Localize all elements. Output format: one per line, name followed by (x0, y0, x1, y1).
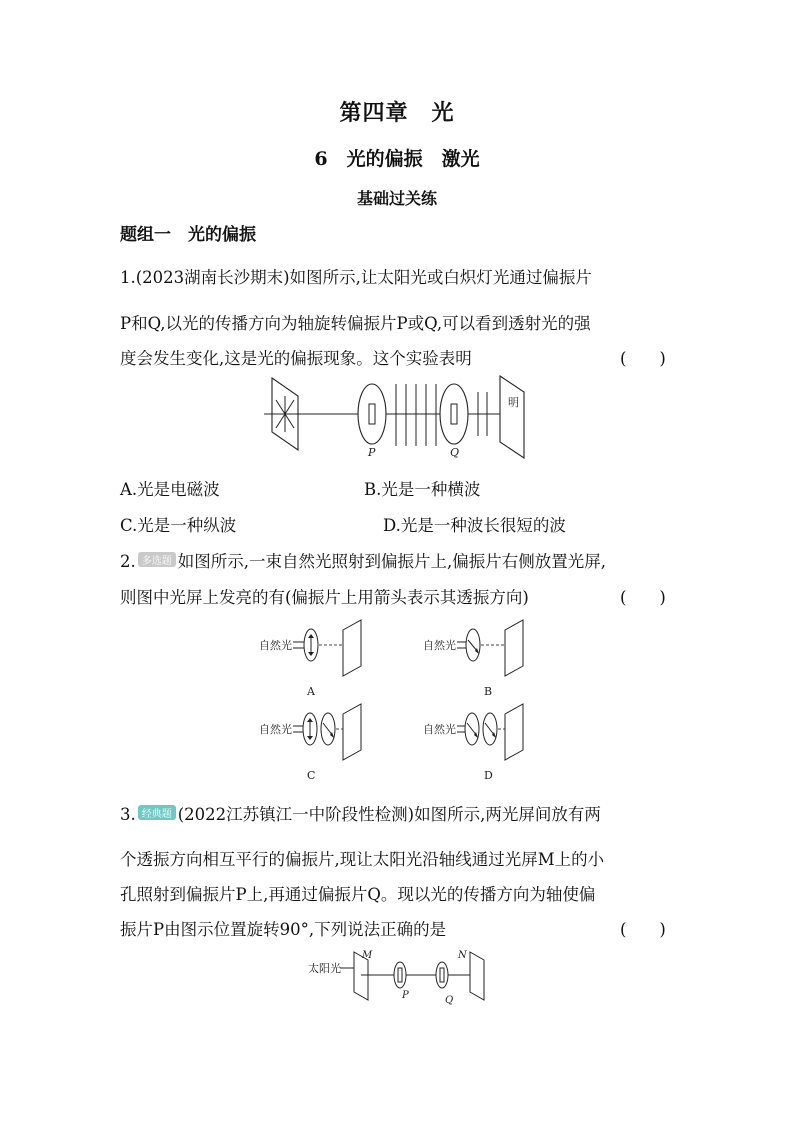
q1-source: (2023湖南长沙期末) (135, 268, 290, 287)
q1-number: 1. (120, 268, 136, 287)
q2-natural-light-c: 自然光 (259, 723, 292, 736)
q1-line3: 度会发生变化,这是光的偏振现象。这个实验表明 (120, 349, 472, 368)
q3-line1 (120, 801, 601, 825)
q3-text-1: 如图所示,两光屏间放有两 (414, 805, 601, 824)
q3-line2: 个透振方向相互平行的偏振片,现让太阳光沿轴线通过光屏M上的小 (120, 850, 605, 869)
chapter-title: 第四章 光 (339, 100, 455, 126)
q2-figure-c (259, 704, 361, 782)
q2-natural-light-a: 自然光 (259, 639, 292, 652)
q2-label-b: B (484, 685, 493, 698)
q1-line2: P和Q,以光的传播方向为轴旋转偏振片P或Q,可以看到透射光的强 (120, 314, 591, 333)
q1-label-p: P (368, 446, 376, 459)
q2-option-figures (255, 618, 535, 784)
q2-natural-light-b: 自然光 (423, 639, 456, 652)
q1-polarizer-figure (262, 370, 542, 462)
q1-line1 (120, 264, 592, 288)
q2-figure-a (259, 620, 361, 698)
q1-option-c[interactable]: C.光是一种纵波 (120, 516, 237, 535)
q2-multi-choice-tag: 多选题 (138, 552, 176, 567)
q2-number: 2. (120, 552, 136, 571)
q2-answer-paren: ( ) (620, 588, 666, 607)
q1-answer-paren: ( ) (620, 349, 666, 368)
q2-figure-d (423, 704, 523, 782)
q1-option-d[interactable]: D.光是一种波长很短的波 (383, 516, 566, 535)
q3-number: 3. (120, 805, 136, 824)
q3-line3: 孔照射到偏振片P上,再通过偏振片Q。现以光的传播方向为轴使偏 (120, 885, 596, 904)
q2-natural-light-d: 自然光 (423, 723, 456, 736)
q1-option-b[interactable]: B.光是一种横波 (364, 480, 481, 499)
q2-text-1: 如图所示,一束自然光照射到偏振片上,偏振片右侧放置光屏, (177, 552, 606, 571)
subsection-title: 基础过关练 (356, 189, 437, 208)
q3-label-p: P (402, 990, 409, 1001)
q3-line4: 振片P由图示位置旋转90°,下列说法正确的是 (120, 920, 447, 939)
q3-source: (2022江苏镇江一中阶段性检测) (177, 805, 415, 824)
q1-text-1: 如图所示,让太阳光或白炽灯光通过偏振片 (289, 268, 592, 287)
q1-label-q: Q (450, 446, 460, 459)
q3-sunlight-label: 太阳光 (308, 962, 341, 975)
q1-option-a[interactable]: A.光是电磁波 (120, 480, 220, 499)
q2-line1 (120, 548, 606, 572)
question-group-title: 题组一 光的偏振 (120, 225, 256, 245)
q3-label-q: Q (445, 995, 454, 1006)
q3-label-m: M (362, 950, 373, 961)
section-title: 6 光的偏振 激光 (314, 148, 480, 170)
q3-label-n: N (458, 950, 467, 961)
q3-screen-figure (306, 946, 502, 1008)
q2-label-a: A (307, 685, 315, 698)
q1-label-bright: 明 (508, 396, 519, 409)
q2-label-d: D (484, 769, 493, 782)
q3-classic-tag: 经典题 (138, 805, 176, 820)
q2-line2: 则图中光屏上发亮的有(偏振片上用箭头表示其透振方向) (120, 588, 529, 607)
q2-figure-b (423, 620, 523, 698)
q2-label-c: C (307, 769, 316, 782)
q3-answer-paren: ( ) (620, 920, 666, 939)
